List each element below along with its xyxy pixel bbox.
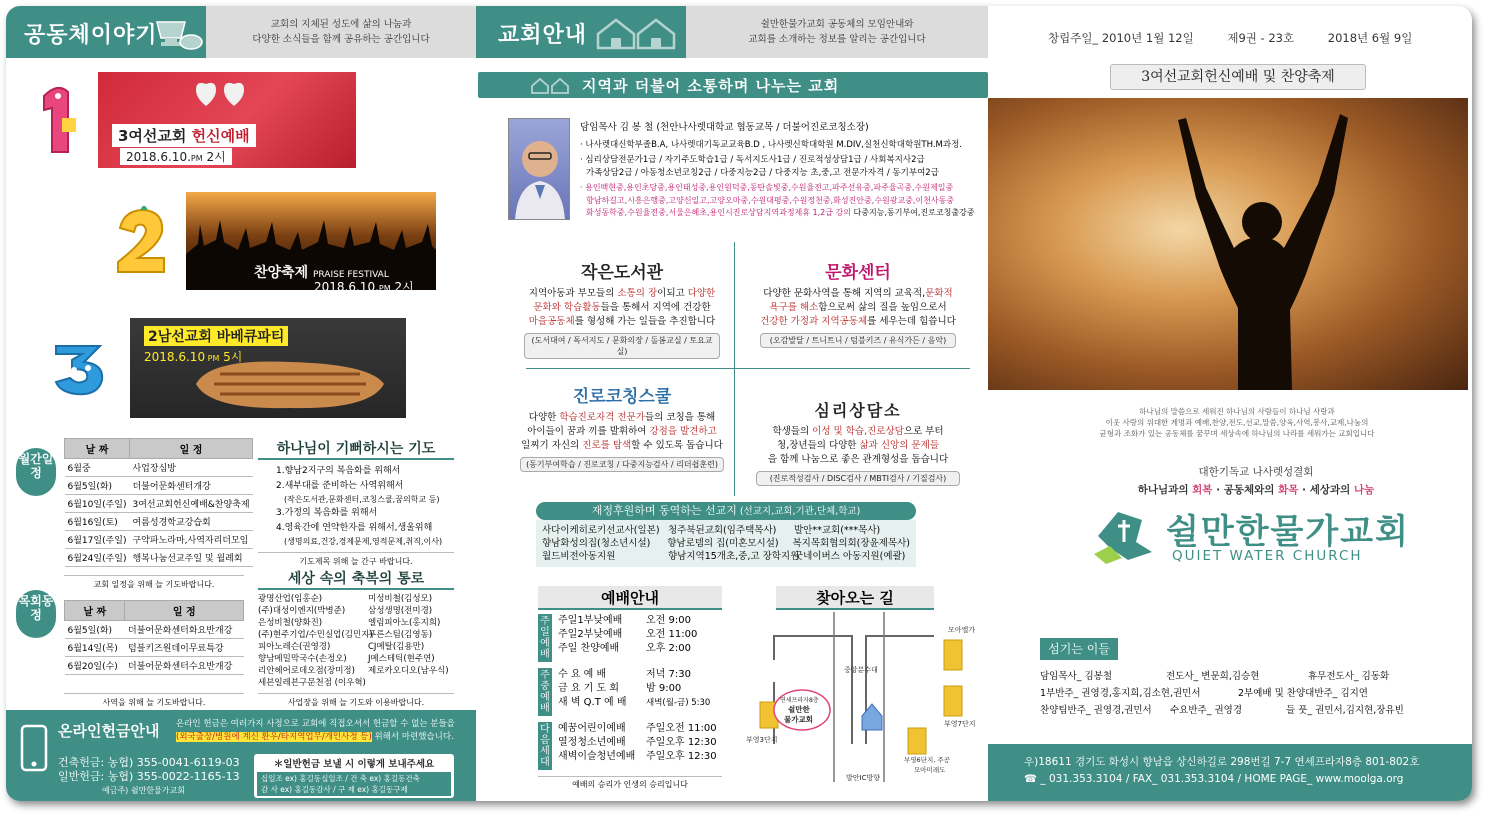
pastoral-note: 사역을 위해 늘 기도바랍니다. (64, 693, 244, 708)
servants-list (1040, 668, 1468, 719)
table-row: 6월14일(목) 텀블키즈원데이무료특강 (65, 639, 244, 657)
denomination: 대한기독교 나사렛성결회 (1198, 466, 1314, 478)
prayer-title: 하나님이 기뻐하시는 기도 (258, 438, 454, 460)
raised-hands-silhouette (988, 98, 1468, 390)
table-row: 6월중 사업장심방 (65, 459, 253, 477)
worship-item: 예꿈어린이예배 주일오전 11:00 (558, 723, 717, 734)
blessing-row: 리안헤어로데오점(장미정) 제로카오디오(남우식) (258, 666, 449, 676)
table-row: 6월24일(주일) 행복나눔선교주일 및 월례회 (65, 549, 253, 567)
news-number-3 (50, 336, 110, 396)
monthly-header-event: 일 정 (129, 439, 252, 459)
pastor-cert: · 심리상담전문가1급 / 자기주도학습1급 / 독서지도사1급 / 진로적성상담1급 / 사회복지사2급 (580, 155, 925, 165)
pastor-info (580, 122, 984, 220)
blessing-box (258, 568, 454, 708)
mission-list (536, 520, 916, 567)
blessing-note: 사업장을 위해 늘 기도와 이용바랍니다. (258, 693, 454, 708)
footer-contact: ☎ _ 031.353.3104 / FAX_ 031.353.3104 / HOME PAGE_ www.moolga.org (1024, 773, 1404, 785)
footer (988, 744, 1472, 801)
prayer-item: 4.영육간에 연약한자를 위해서,생울위해 (276, 523, 433, 533)
pastor-photo (508, 118, 570, 220)
pastor-cert: 가족상담2급 / 아동청소년코칭2급 / 다중지능2급 / 다중지능 초,중,고 전문가자격 / 동기부여2급 (586, 167, 939, 178)
event-title: 3여선교회헌신예배 및 찬양축제 (1110, 64, 1366, 90)
online-desc: 온라인 헌금은 여러가지 사정으로 교회에 직접오셔서 헌금할 수 없는 분들을 (외국출장/병원에 계신 환우/타지역업무/개인사정 등) 위해서 마련했습니다. (176, 719, 455, 742)
blessing-row: 피아노레슨(권영경) CJ메탈(김용만) (258, 642, 425, 652)
prayer-box (258, 438, 454, 567)
worship-item: 열정청소년예배 주일오후 12:30 (558, 737, 717, 748)
table-row: 6월5일(화) 더불어문화센터개강 (65, 477, 253, 495)
servants-row: 찬양팀반주_ 권영경,권민서 수요반주_ 권영경 들 풋_ 권민서,김지현,장유빈 (1040, 705, 1404, 716)
mid-header-desc-box (686, 6, 988, 58)
news-image-2 (186, 192, 436, 294)
mission-row: 향남화성의집(청소년시설) 향남로뎀의 집(미혼모시설) 복지목회협의회(장윤제목사) (542, 538, 910, 549)
program-career (514, 376, 730, 472)
church-name: 쉴만한물가교회 (1166, 512, 1410, 552)
career-desc: 다양한 학습진로자격 전문가들의 코칭을 통해 아이들이 꿈과 끼를 발휘하여 강점을 발견하고 일찌기 자신의 진로를 탐색할 수 있도록 돕습니다 (521, 412, 723, 451)
counseling-tags: (진로적성검사 / DISC검사 / MBTI검사 / 기질검사) (756, 471, 960, 486)
servants-row: 담임목사_ 김봉철 전도사_ 변문희,김승현 휴무전도사_ 김동화 (1040, 671, 1390, 682)
bulletin-sheet (6, 6, 1472, 801)
houses-icon (594, 14, 679, 52)
servants-row: 1부반주_ 권영경,홍지희,김소현,권민서 2부예배 및 찬양대반주_ 김지연 (1040, 688, 1368, 699)
left-header-desc2: 다양한 소식들을 함께 공유하는 공간입니다 (252, 34, 430, 45)
map-label-church1: 쉴만한 (788, 705, 810, 714)
blessing-row: 향남메밀막국수(손정오) J메스테틱(현주연) (258, 654, 435, 664)
guide-title: ＊일반헌금 보낼 시 이렇게 보내주세요 (273, 759, 435, 770)
worship-item: 주일 찬양예배 오후 2:00 (558, 643, 691, 654)
table-row: 6월10일(주일) 3여선교회헌신예배&찬양축제 (65, 495, 253, 513)
prayer-item: 2.새부대를 준비하는 사역위해서 (276, 481, 404, 491)
issue-info (1048, 30, 1468, 46)
worship-item: 수 요 예 배 저녁 7:30 (558, 669, 691, 680)
general-account: 일반헌금: 농협) 355-0022-1165-13 (58, 770, 240, 783)
news1-date: 2018.6.10.PM 2시 (120, 148, 232, 165)
cup-bread-icon (151, 12, 203, 52)
monthly-table (64, 438, 253, 567)
mid-header-title: 교회안내 (498, 23, 588, 48)
directions-title: 찾아오는 길 (776, 586, 934, 610)
program-culture (742, 246, 974, 348)
program-divider-h (526, 368, 970, 369)
worship-note: 예배의 승리가 인생의 승리입니다 (538, 776, 722, 790)
table-row: 6월17일(주일) 구약파노라마,사역자리더모임 (65, 531, 253, 549)
counseling-logo: 심리상담소 (814, 401, 902, 420)
blessing-row: 은성비철(양화진) 엘림피아노(홍지희) (258, 618, 441, 628)
account-holder: 예금주) 쉴만한물가교회 (102, 786, 185, 795)
blessing-row: (주)대성이엔지(박병준) 삼성생명(전미경) (258, 606, 433, 616)
counseling-desc: 학생들의 이성 및 학습,진로상담으로 부터 청,장년들의 다양한 삶과 신앙의 문제들 을 함께 나눔으로 좋은 관계형성을 돕습니다 (767, 426, 949, 465)
map-label-buyoung3: 부영3단지 (746, 736, 778, 744)
worship-title: 예배안내 (538, 586, 722, 610)
left-header-desc-box (206, 6, 476, 58)
mission-row: 사다이케히로키선교사(일본) 청주북된교회(임주택목사) 발안**교회(***목사) (542, 525, 881, 536)
online-offering-section (6, 710, 476, 801)
worship-list (538, 614, 722, 790)
prayer-item: 3.가정의 복음화를 위해서 (276, 508, 378, 518)
library-desc: 지역아동과 부모들의 소통의 장이되고 다양한 문화와 학습활동들을 통해서 지역에 건강한 마을공동체를 형성해 가는 일들을 추진합니다 (528, 288, 716, 327)
issue-date: 2018년 6월 9일 (1327, 31, 1413, 45)
footer-address: 우)18611 경기도 화성시 향남읍 상신하길로 298번길 7-7 연세프라자8층 801-802호 (1024, 756, 1420, 768)
news-image-3 (130, 318, 406, 418)
mid-banner (478, 72, 988, 98)
prayer-note: 기도제목 위해 늘 간구 바랍니다. (258, 552, 454, 567)
founded-date: 창립주일_ 2010년 1월 12일 (1048, 31, 1194, 45)
directions-map (734, 612, 984, 786)
news2-title: 찬양축제 PRAISE FESTIVAL (254, 265, 389, 281)
map-label-buyoung6: 부영6단지, 주공 (904, 756, 950, 764)
left-header-desc1: 교회의 지체된 성도에 삶의 나눔과 (270, 19, 412, 30)
pastoral-header-event: 일 정 (125, 601, 244, 621)
pastor-title: 담임목사 김 봉 철 (천안나사렛대학교 협동교목 / 더불어진로코칭소장) (580, 122, 869, 133)
worship-item: 금 요 기 도 회 밤 9:00 (558, 683, 682, 694)
worship-group-weekday: 주중예배 수 요 예 배 저녁 7:30 금 요 기 도 회 밤 9:00 새 벽 Q.T 예 배 새벽(월-금) 5:30 (538, 668, 722, 716)
blessing-row: 세븐일레븐구문천점 (이우혁) (258, 678, 366, 688)
worship-item: 새 벽 Q.T 예 배 새벽(월-금) 5:30 (558, 697, 711, 708)
library-tags: (도서대여 / 독서지도 / 문화의장 / 돌봄교실 / 토요교실) (524, 333, 720, 359)
mission-row: 월드비전아동지원 향남지역15개초,중,고 장학지원 굿네이버스 아동지원(예괄) (542, 551, 906, 562)
blessing-title: 세상 속의 축복의 통로 (258, 568, 454, 590)
culture-tags: (오감발달 / 트니트니 / 텀블키즈 / 유식가든 / 음악) (760, 333, 956, 348)
worship-group-sunday: 주일예배 주일1부낮예배 오전 9:00 주일2부낮예배 오전 11:00 주일 찬양예배 오후 2:00 (538, 614, 722, 662)
culture-desc: 다양한 문화사역을 통해 지역의 교육적,문화적 욕구를 해소함으로써 삶의 질을 높임으로서 건강한 가정과 지역공동체를 세우는데 힘씁니다 (760, 288, 956, 327)
pastor-lecture: · 용인백현중,용인초당중,용인태성중,용인원덕중,동탄솔빛중,수원율전고,파주선유중,파주율곡중,수원제일중 (580, 183, 954, 192)
online-title: 온라인헌금안내 (58, 722, 160, 740)
building-account: 건축헌금: 농협) 355-0041-6119-03 (58, 756, 240, 769)
church-motto: 하나님과의 회복 · 공동체와의 화목 · 세상과의 나눔 (1137, 484, 1375, 496)
blessing-row: 광명산업(임홍순) 미성비철(김성모) (258, 594, 433, 604)
news-image-1 (98, 72, 356, 168)
guide-lines: 십일조 ex) 홍길동십일조 / 건 축 ex) 홍길동건축 감 사 ex) 홍길동감사 / 구 제 ex) 홍길동구제 (257, 772, 451, 796)
blessing-row: (주)현주기업/수민실업(김민지) 푸른스팀(김영동) (258, 630, 433, 640)
pastoral-header-date: 날 짜 (65, 601, 125, 621)
mission-title: 재정후원하며 동역하는 선교지 (선교지,교회,기관,단체,학교) (536, 502, 916, 520)
worship-item: 주일2부낮예배 오전 11:00 (558, 629, 698, 640)
map-label-church2: 물가교회 (784, 715, 813, 724)
volume-number: 제9권 - 23호 (1227, 31, 1295, 45)
phone-icon (20, 724, 48, 772)
left-header-title-box (6, 6, 206, 58)
church-logo-icon (1088, 502, 1160, 566)
pastoral-schedule (64, 600, 244, 708)
pastor-lecture: 화성동학중,수원율전중,서울은혜초,용인시진로상담지역과정제휴 1,2급 강의 다중지능,동기부여,진로코칭출강중 (586, 208, 975, 217)
church-name-en: QUIET WATER CHURCH (1172, 548, 1363, 564)
left-header-title: 공동체이야기 (24, 23, 158, 48)
pastor-education: · 나사렛대신학부졸B.A, 나사렛대기독교교육B.D , 나사렛신학대학원 M.DIV,실천신학대학원TH.M과정. (580, 139, 962, 150)
worship-photo (988, 98, 1468, 390)
monthly-label: 월간일정 (16, 448, 56, 496)
monthly-schedule (64, 438, 250, 590)
pastor-lecture: 향남하길고,시흥은행중,고양신일고,고양오마중,수원대평중,수원정천중,화성진안중,수원광교중,이천사동중 (586, 195, 955, 205)
prayer-item: 1.향남2지구의 복음화를 위해서 (276, 466, 401, 476)
news3-date: 2018.6.10 PM 5시 (144, 350, 243, 364)
map-label-moamirae: 모아미래도 (914, 766, 946, 774)
mid-header-desc1: 쉴만한물가교회 공동체의 모임안내와 (760, 19, 914, 30)
prayer-item: (작은도서관,문화센터,코칭스쿨,꿈의학교 등) (284, 495, 440, 504)
hearts-icon (186, 76, 256, 116)
news2-date: 2018.6.10.PM 2시 (314, 280, 414, 294)
map-label-plaza: 연세프라자8층 (780, 697, 819, 704)
online-accounts (58, 756, 240, 798)
program-divider-v (734, 242, 735, 496)
library-logo: 작은도서관 (580, 263, 664, 283)
map-label-baran-ic: 발안IC방향 (846, 774, 881, 782)
monthly-note: 교회 일정을 위해 늘 기도바랍니다. (64, 575, 244, 590)
career-logo: 진로코칭스쿨 (572, 387, 672, 407)
table-row: 6월20일(수) 더불어문화센터수요반개강 (65, 657, 244, 675)
news1-title: 3여선교회 헌신예배 (112, 124, 256, 147)
worship-item: 새벽이슬청년예배 주일오후 12:30 (558, 751, 717, 762)
worship-item: 주일1부낮예배 오전 9:00 (558, 615, 691, 626)
table-row: 6월5일(화) 더불어문화센터화요반개강 (65, 621, 244, 639)
map-label-buyoung7: 부영7단지 (944, 720, 976, 728)
news-number-1 (38, 82, 78, 158)
worship-group-next-gen: 다음세대 예꿈어린이예배 주일오전 11:00 열정청소년예배 주일오후 12:30 새벽이슬청년예배 주일오후 12:30 (538, 722, 722, 770)
table-row: 6월16일(토) 여름성경학교강습회 (65, 513, 253, 531)
servants-title: 섬기는 이들 (1040, 638, 1118, 660)
program-library (514, 246, 730, 359)
pastoral-label: 목회동정 (16, 590, 56, 638)
news-number-2 (114, 206, 170, 278)
map-label-moaelga: 모아엘가 (948, 626, 976, 634)
monthly-header-date: 날 짜 (65, 439, 130, 459)
culture-logo: 문화센터 (825, 263, 891, 283)
church-caption: 하나님의 말씀으로 세워진 하나님의 사람들이 하나님 사랑과 이웃 사랑의 위대한 계명과 예배,찬양,전도,선교,말씀,양육,사역,봉사,교제,나눔의 균형과 조화가 있는 공동체를 꿈꾸며 세상속에 하나님의 나라를 세워가는 교회입니다 (1099, 407, 1375, 438)
mid-header-title-box (476, 6, 686, 58)
map-label-fountain: 중앙분수대 (844, 666, 878, 674)
pastoral-table (64, 600, 244, 675)
banner-houses-icon (530, 76, 570, 94)
mid-header-desc2: 교회를 소개하는 정보를 알리는 공간입니다 (748, 34, 926, 45)
career-tags: (동기부여학습 / 진로코칭 / 다중지능검사 / 리더쉽훈련) (520, 457, 724, 472)
program-counseling (742, 376, 974, 486)
mid-banner-text: 지역과 더불어 소통하며 나누는 교회 (582, 77, 840, 95)
offering-guide (254, 754, 454, 798)
news3-title: 2남선교회 바베큐파티 (144, 326, 288, 346)
prayer-item: (생명의료,건강,경제문제,영적문제,취직,이사) (284, 537, 443, 546)
